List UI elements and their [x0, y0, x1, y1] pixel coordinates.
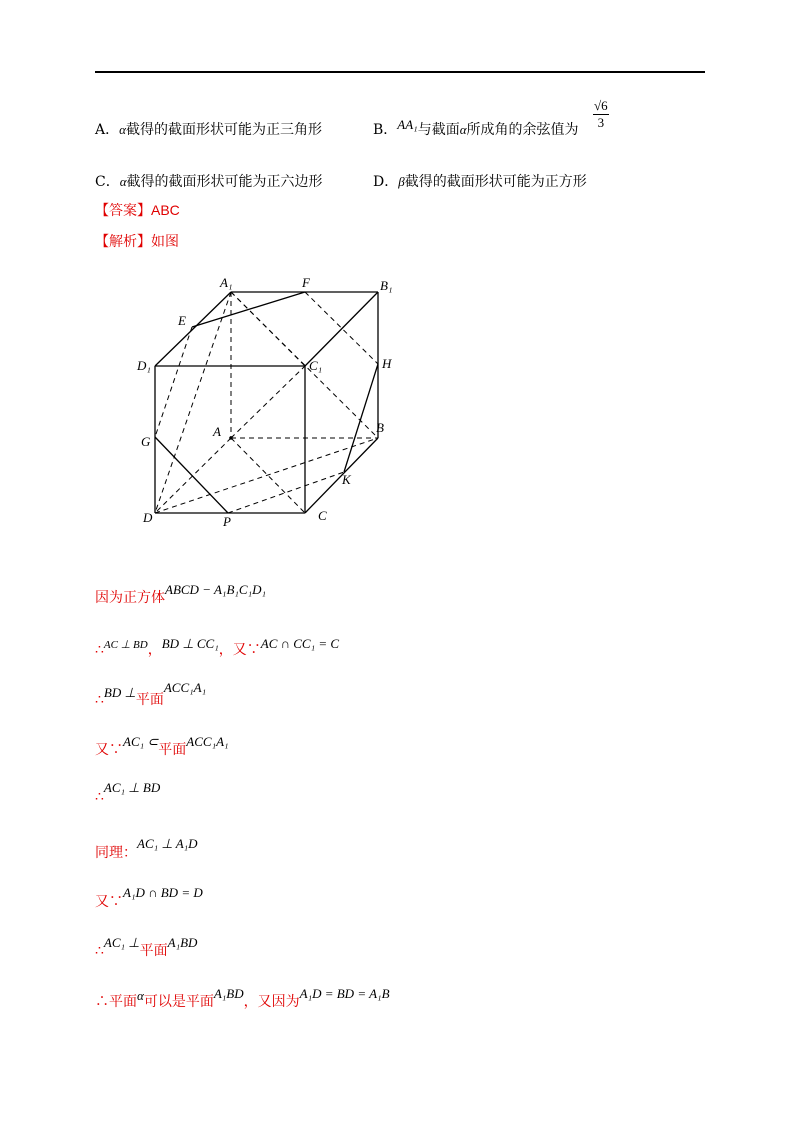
solution-line-9: ∴平面α可以是平面A₁BD，又因为A₁D = BD = A₁B [95, 986, 390, 1010]
option-c: C．α截得的截面形状可能为正六边形 [95, 174, 323, 190]
solution-line-3: ∴BD ⊥平面ACC₁A₁ [95, 680, 207, 708]
option-b: B．AA₁与截面α所成角的余弦值为 [373, 117, 579, 138]
label-p: P [223, 514, 231, 529]
solution-line-4: 又∵AC₁ ⊂平面ACC₁A₁ [95, 734, 229, 758]
solution-line-8: ∴AC₁ ⊥平面A₁BD [95, 935, 198, 959]
solution-line-1: 因为正方体ABCD − A₁B₁C₁D₁ [95, 582, 266, 606]
solution-line-5: ∴AC₁ ⊥ BD [95, 780, 161, 805]
point-a-dot [229, 436, 233, 440]
label-d1: D₁ [137, 358, 151, 373]
option-a: A．α截得的截面形状可能为正三角形 [95, 122, 322, 138]
answer-line: 【答案】ABC [95, 202, 180, 219]
label-a1: A₁ [220, 275, 233, 290]
label-a: A [213, 424, 221, 439]
solution-line-7: 又∵A₁D ∩ BD = D [95, 885, 203, 910]
analysis-line: 【解析】如图 [95, 234, 179, 250]
label-e: E [178, 313, 186, 328]
label-d: D [143, 510, 153, 525]
label-b1: B₁ [380, 278, 393, 293]
solution-line-2: ∴$^{AC \perp BD}$，BD ⊥ CC₁，又∵AC ∩ CC₁ = C [95, 636, 340, 658]
label-f: F [302, 275, 310, 290]
label-g: G [141, 434, 151, 449]
label-b: B [376, 420, 384, 435]
option-b-fraction: $\frac{√6}{3}$ [594, 98, 608, 130]
label-h: H [382, 356, 392, 371]
label-k: K [342, 472, 351, 487]
solution-line-6: 同理：AC₁ ⊥ A₁D [95, 836, 198, 861]
option-d: D．β截得的截面形状可能为正方形 [373, 174, 587, 190]
label-c: C [318, 508, 327, 523]
label-c1: C₁ [309, 358, 323, 373]
